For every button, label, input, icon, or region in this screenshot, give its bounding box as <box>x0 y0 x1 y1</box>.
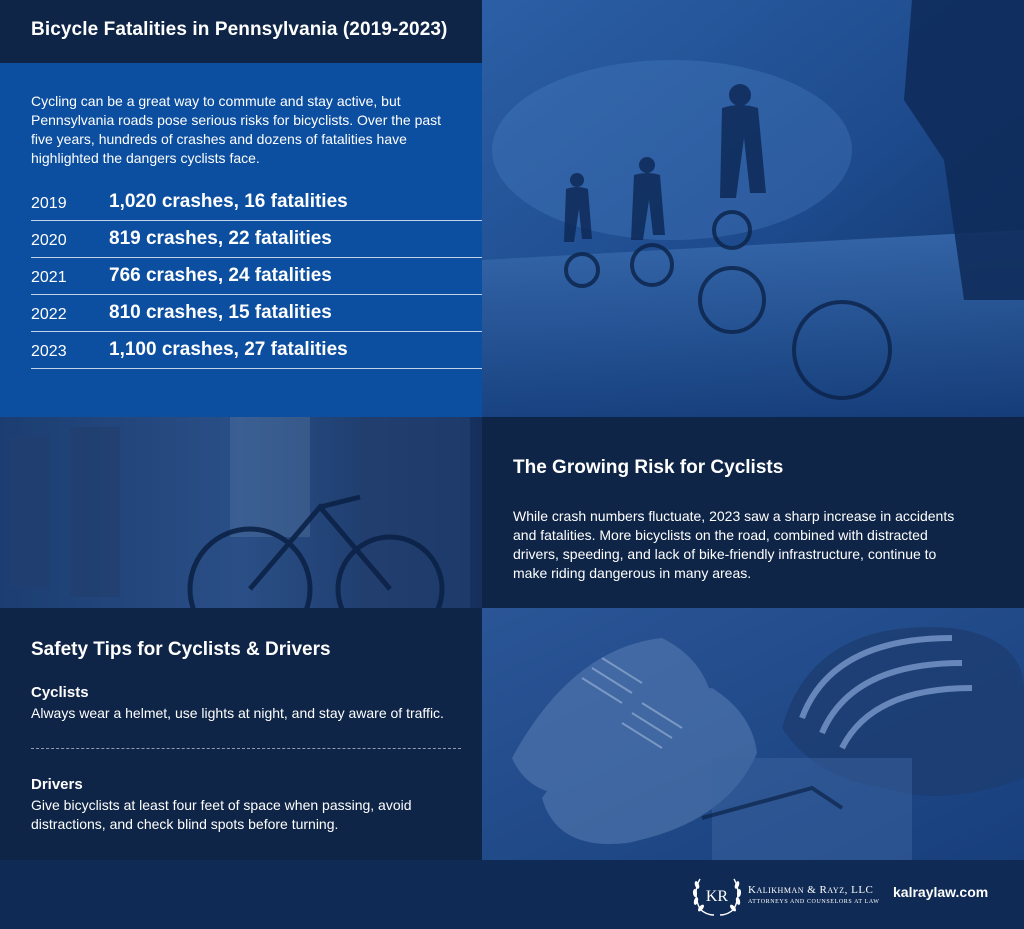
cyclists-road-photo <box>482 0 1024 417</box>
firm-name: Kalikhman & Rayz, LLC <box>748 884 874 896</box>
page-title: Bicycle Fatalities in Pennsylvania (2019-2023) <box>31 19 448 40</box>
stat-year: 2021 <box>31 269 67 286</box>
cyclists-body: Always wear a helmet, use lights at night, and stay aware of traffic. <box>31 705 444 721</box>
stat-year: 2022 <box>31 306 67 323</box>
shoes-helmet-photo <box>482 608 1024 860</box>
risk-panel <box>482 417 1024 608</box>
stats-panel <box>0 63 482 417</box>
logo-monogram: KR <box>705 888 729 905</box>
drivers-body: Give bicyclists at least four feet of space when passing, avoid distractions, and check blind spots before turning. <box>31 797 412 832</box>
stat-row-2019 <box>31 183 482 221</box>
stat-year: 2019 <box>31 195 67 212</box>
footer <box>0 860 1024 929</box>
safety-tips-panel <box>0 608 482 860</box>
bicycle-street-photo <box>0 417 482 608</box>
stat-row-2023 <box>31 332 482 369</box>
intro-text: Cycling can be a great way to commute and stay active, but Pennsylvania roads pose serious risks for bicyclists. Over the past five years, hundreds of crashes and dozens of fatalities have highlighted the dangers cyclists face. <box>31 93 442 166</box>
cyclists-heading: Cyclists <box>31 684 89 701</box>
stat-text: 819 crashes, 22 fatalities <box>109 228 332 249</box>
stat-year: 2023 <box>31 343 67 360</box>
stat-text: 1,100 crashes, 27 fatalities <box>109 339 348 360</box>
tips-heading: Safety Tips for Cyclists & Drivers <box>31 639 331 660</box>
dashed-divider <box>31 748 461 749</box>
risk-body: While crash numbers fluctuate, 2023 saw a sharp increase in accidents and fatalities. More bicyclists on the road, combined with distracted drivers, speeding, and lack of bike-friendly infrastructure, continue to make riding dangerous in many areas. <box>513 508 955 581</box>
stat-year: 2020 <box>31 232 67 249</box>
title-bar <box>0 0 482 63</box>
stat-row-2020 <box>31 221 482 258</box>
drivers-heading: Drivers <box>31 776 83 793</box>
stat-text: 1,020 crashes, 16 fatalities <box>109 191 348 212</box>
stat-row-2022 <box>31 295 482 332</box>
stat-text: 766 crashes, 24 fatalities <box>109 265 332 286</box>
website-link[interactable]: kalraylaw.com <box>893 884 989 900</box>
firm-tagline: ATTORNEYS AND COUNSELORS AT LAW <box>748 899 880 905</box>
stat-text: 810 crashes, 15 fatalities <box>109 302 332 323</box>
stat-row-2021 <box>31 258 482 295</box>
laurel-monogram-icon <box>690 873 744 917</box>
firm-logo[interactable] <box>690 873 880 917</box>
risk-heading: The Growing Risk for Cyclists <box>513 457 784 478</box>
stats-list <box>31 183 482 369</box>
